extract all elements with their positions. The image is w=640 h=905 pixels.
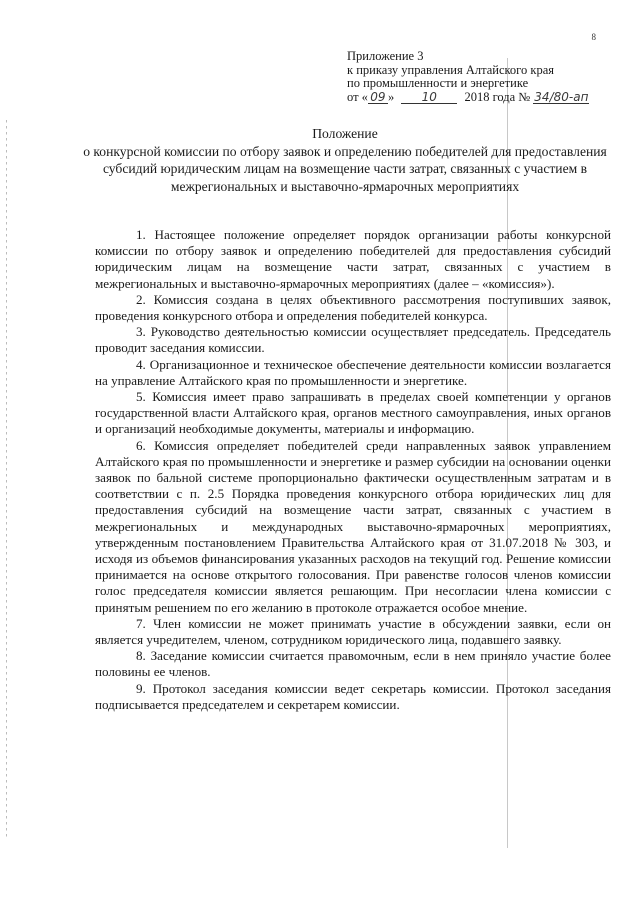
order-number: 34/80-ап bbox=[534, 89, 589, 104]
document-body bbox=[95, 227, 611, 713]
document-title bbox=[80, 125, 610, 195]
paragraph-7: 7. Член комиссии не может принимать участие в обсуждении заявки, если он является учредителем, членом, сотрудником юридического лица, подавшего заявку. bbox=[95, 615, 611, 648]
paragraph-6: 6. Комиссия определяет победителей среди направленных заявок управлением Алтайского края по промышленности и энергетике и размер субсидии на основании оценки заявок по бальной системе пропорционально фактически осуществленным затратам и в соответствии с п. 2.5 Порядка проведения конкурсного отбора юридических лиц для предоставления субсидий на возмещение части затрат, связанных с участием в межрегиональных и международных выставочно-ярмарочных мероприятиях, утвержденным постановлением Правительства Алтайского края от 31.07.2018 № 303, и исходя из объемов финансирования указанных расходов на текущий год. Решение комиссии принимается на основе открытого голосования. При равенстве голосов членов комиссии голос председателя комиссии является решающим. При несогласии члена комиссии с принятым решением по его желанию в протоколе отражается особое мнение. bbox=[95, 437, 611, 615]
binding-edge-marks bbox=[6, 120, 7, 840]
paragraph-2: 2. Комиссия создана в целях объективного рассмотрения поступивших заявок, проведения конкурсного отбора и определения победителей конкурса. bbox=[95, 291, 611, 324]
title-subtitle: о конкурсной комиссии по отбору заявок и определению победителей для предоставления субсидий юридическим лицам на возмещение части затрат, связанных с участием в межрегиональных и выставочно-ярмарочных мероприятиях bbox=[83, 143, 607, 194]
paragraph-3: 3. Руководство деятельностью комиссии осуществляет председатель. Председатель проводит заседания комиссии. bbox=[95, 324, 611, 356]
date-year: 2018 года № bbox=[464, 89, 531, 104]
appendix-date-line bbox=[347, 91, 589, 105]
paragraph-8: 8. Заседание комиссии считается правомочным, если в нем приняло участие более половины ее членов. bbox=[95, 648, 611, 680]
paragraph-5: 5. Комиссия имеет право запрашивать в пределах своей компетенции у органов государственной власти Алтайского края, органов местного самоуправления, иных органов и организаций необходимые документы, материалы и информацию. bbox=[95, 389, 611, 437]
paragraph-1: 1. Настоящее положение определяет порядок организации работы конкурсной комиссии по отбору заявок и определению победителей для предоставления субсидий юридическим лицам на возмещение части затрат, связанных с участием в межрегиональных и выставочно-ярмарочных мероприятиях (далее – «комиссия»). bbox=[95, 227, 611, 291]
date-quote: » bbox=[387, 89, 395, 104]
appendix-order-line: к приказу управления Алтайского края bbox=[347, 62, 554, 77]
paragraph-9: 9. Протокол заседания комиссии ведет секретарь комиссии. Протокол заседания подписывается председателем и секретарем комиссии. bbox=[95, 680, 611, 712]
appendix-title: Приложение 3 bbox=[347, 49, 424, 63]
appendix-header bbox=[347, 50, 589, 104]
title-heading: Положение bbox=[312, 126, 378, 141]
appendix-department-line: по промышленности и энергетике bbox=[347, 76, 529, 90]
date-day: 09 bbox=[368, 91, 388, 104]
page-number: 8 bbox=[591, 32, 596, 42]
paragraph-4: 4. Организационное и техническое обеспечение деятельности комиссии возлагается на управление Алтайского края по промышленности и энергетике. bbox=[95, 356, 611, 388]
date-prefix: от « bbox=[347, 89, 368, 104]
date-month: 10 bbox=[401, 91, 457, 104]
